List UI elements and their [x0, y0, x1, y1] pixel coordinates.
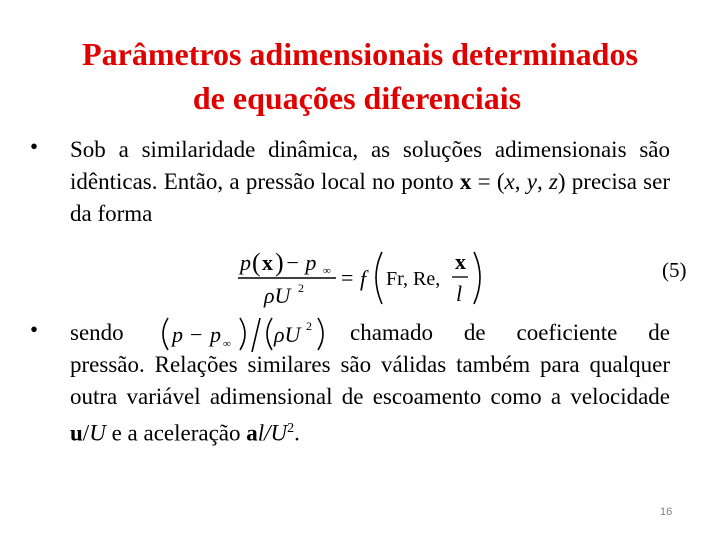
para2-u: u: [70, 420, 83, 446]
para1-intro: Sob a similaridade dinâmica, as soluções adimensionais são idênticas. Então, a pressão local no ponto: [70, 137, 670, 194]
eq-paren-open: (: [252, 248, 261, 277]
page-number: 16: [660, 506, 673, 518]
paragraph-1: [70, 134, 670, 230]
eq-right-paren: [474, 252, 480, 304]
para2-l-slash: l/: [257, 420, 271, 446]
eq-num-inf: ∞: [323, 265, 331, 277]
para2-sup2: 2: [287, 421, 295, 436]
para2-a: a: [246, 420, 258, 446]
eq-num-minus-p: − p: [285, 250, 317, 275]
eq-num-x: x: [262, 250, 273, 275]
slide-title: [0, 32, 720, 120]
para1-z: z: [548, 169, 558, 194]
inline-p: p: [172, 322, 183, 347]
para2-end: .: [294, 420, 300, 446]
inline-minus: −: [190, 322, 203, 347]
para1-bold-x: x: [459, 169, 472, 194]
inline-p-inf: p: [210, 322, 221, 347]
bullet-2: •: [30, 317, 39, 342]
inline-sq: 2: [306, 319, 312, 333]
para2-slash: /: [82, 420, 90, 446]
para1-middle: = (: [471, 169, 505, 194]
eq-num-p: p: [240, 250, 251, 275]
para1-y: y: [526, 169, 537, 194]
eq-paren-close: ): [275, 248, 284, 277]
para2-text: chamado de coeficiente de pressão. Relações similares são válidas também para qualquer outra variável adimensional de escoamento como a velocidade: [70, 320, 670, 409]
paragraph-2: [70, 317, 670, 450]
equation-number: (5): [662, 258, 687, 282]
eq-frac-num: x: [455, 249, 466, 274]
eq-frac-den: l: [456, 281, 463, 306]
eq-f: f: [360, 266, 367, 291]
para1-end: ) precisa ser da forma: [70, 169, 670, 226]
title-line-1: Parâmetros adimensionais determinados: [82, 36, 638, 72]
inline-rho-u: ρU: [274, 322, 301, 347]
title-line-2: de equações diferenciais: [192, 80, 522, 116]
eq-left-paren: [376, 252, 382, 304]
bullet-1: •: [30, 134, 39, 159]
para2-U: U: [89, 420, 106, 446]
inline-inf: ∞: [223, 338, 231, 350]
eq-den-sq: 2: [298, 281, 304, 295]
eq-equals: =: [341, 265, 354, 290]
para1-comma2: ,: [536, 169, 549, 194]
eq-args: Fr, Re,: [386, 268, 441, 290]
para1-comma1: ,: [514, 169, 527, 194]
para2-U2: U: [270, 420, 288, 446]
pressure-equation: [236, 246, 486, 308]
para1-x: x: [504, 169, 515, 194]
para2-and-acc: e a aceleração: [105, 420, 247, 446]
sendo-word: sendo: [70, 320, 124, 345]
eq-denominator: ρU: [264, 283, 291, 308]
